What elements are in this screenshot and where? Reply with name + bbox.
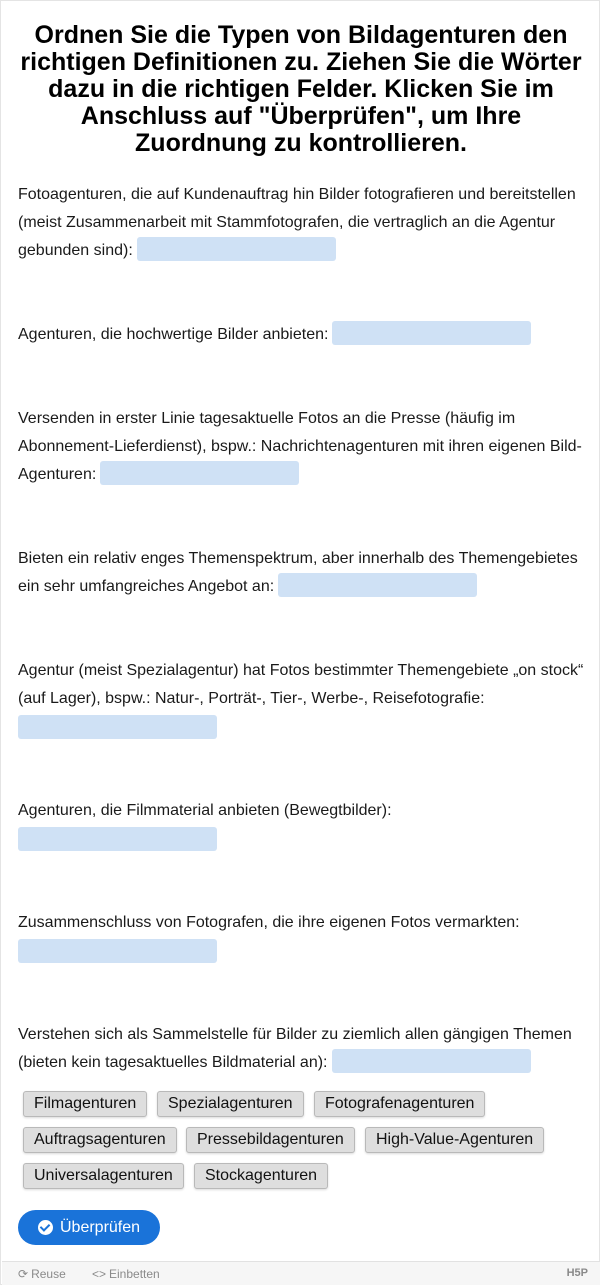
question-text: Agenturen, die Filmmaterial anbieten (Bewegtbilder): xyxy=(18,802,392,819)
question-5 xyxy=(18,657,590,739)
reuse-icon: ⟳ xyxy=(18,1267,29,1281)
question-2 xyxy=(18,321,590,349)
reuse-link[interactable] xyxy=(18,1267,66,1281)
drop-zone-8[interactable] xyxy=(332,1049,531,1073)
question-text: Fotoagenturen, die auf Kundenauftrag hin Bilder fotografieren und bereitstellen (meist Zusammenarbeit mit Stammfotografen, die vertraglich an die Agentur gebunden sind): xyxy=(18,186,576,259)
question-text: Versenden in erster Linie tagesaktuelle Fotos an die Presse (häufig im Abonnement-Lieferdienst), bspw.: Nachrichtenagenturen mit ihren eigenen Bild-Agenturen: xyxy=(18,410,582,483)
question-text: Verstehen sich als Sammelstelle für Bilder zu ziemlich allen gängigen Themen (bieten kein tagesaktuelles Bildmaterial an): xyxy=(18,1026,572,1071)
drop-zone-2[interactable] xyxy=(332,321,531,345)
question-text: Agenturen, die hochwertige Bilder anbieten: xyxy=(18,326,329,343)
drop-zone-3[interactable] xyxy=(100,461,299,485)
drop-zone-5[interactable] xyxy=(18,715,217,739)
reuse-label: Reuse xyxy=(31,1267,66,1281)
drop-zone-6[interactable] xyxy=(18,827,217,851)
drop-zone-7[interactable] xyxy=(18,939,217,963)
drop-zone-1[interactable] xyxy=(137,237,336,261)
check-circle-icon xyxy=(38,1220,53,1235)
word-chip-fotografenagenturen[interactable]: Fotografenagenturen xyxy=(314,1091,485,1117)
embed-icon: <> xyxy=(92,1267,107,1281)
word-chip-filmagenturen[interactable]: Filmagenturen xyxy=(23,1091,147,1117)
word-chip-stockagenturen[interactable]: Stockagenturen xyxy=(194,1163,328,1189)
question-text: Bieten ein relativ enges Themenspektrum, aber innerhalb des Themengebietes ein sehr umfangreiches Angebot an: xyxy=(18,550,578,595)
word-chip-high-value-agenturen[interactable]: High-Value-Agenturen xyxy=(365,1127,544,1153)
check-button-label: Überprüfen xyxy=(60,1219,141,1236)
word-chip-spezialagenturen[interactable]: Spezialagenturen xyxy=(157,1091,304,1117)
word-chip-pressebildagenturen[interactable]: Pressebildagenturen xyxy=(186,1127,355,1153)
question-1 xyxy=(18,181,590,265)
embed-label: Einbetten xyxy=(109,1267,160,1281)
question-7 xyxy=(18,909,590,963)
check-button[interactable] xyxy=(18,1210,160,1245)
word-chip-auftragsagenturen[interactable]: Auftragsagenturen xyxy=(23,1127,177,1153)
question-4 xyxy=(18,545,590,601)
question-8 xyxy=(18,1021,590,1077)
footer-bar xyxy=(2,1261,600,1285)
question-6 xyxy=(18,797,590,851)
h5p-logo[interactable]: H5P xyxy=(566,1267,588,1279)
drop-zone-4[interactable] xyxy=(278,573,477,597)
word-chip-universalagenturen[interactable]: Universalagenturen xyxy=(23,1163,184,1189)
question-text: Agentur (meist Spezialagentur) hat Fotos bestimmter Themengebiete „on stock“ (auf Lager), bspw.: Natur-, Porträt-, Tier-, Werbe-, Reisefotografie: xyxy=(18,662,584,707)
embed-link[interactable] xyxy=(92,1267,160,1281)
question-text: Zusammenschluss von Fotografen, die ihre eigenen Fotos vermarkten: xyxy=(18,914,520,931)
task-title: Ordnen Sie die Typen von Bildagenturen den richtigen Definitionen zu. Ziehen Sie die Wörter dazu in die richtigen Felder. Klicken Sie im Anschluss auf "Überprüfen", um Ihre Zuordnung zu kontrollieren. xyxy=(20,21,582,157)
question-3 xyxy=(18,405,590,489)
